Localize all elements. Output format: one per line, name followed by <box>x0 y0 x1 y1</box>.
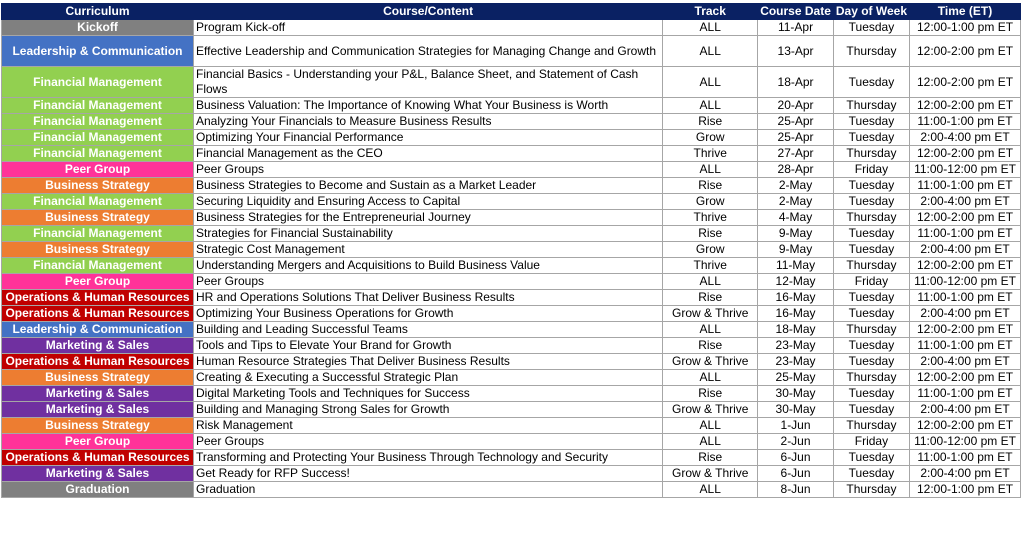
course-cell[interactable]: Building and Managing Strong Sales for Growth <box>193 402 662 418</box>
time-cell[interactable]: 2:00-4:00 pm ET <box>910 306 1021 322</box>
curriculum-cell[interactable]: Business Strategy <box>2 242 194 258</box>
course-cell[interactable]: HR and Operations Solutions That Deliver Business Results <box>193 290 662 306</box>
time-cell[interactable]: 2:00-4:00 pm ET <box>910 194 1021 210</box>
table-row <box>2 322 1021 338</box>
track-cell[interactable]: ALL <box>663 418 758 434</box>
table-row <box>2 354 1021 370</box>
header-curriculum[interactable]: Curriculum <box>2 4 194 20</box>
header-row <box>2 4 1021 20</box>
curriculum-cell[interactable]: Marketing & Sales <box>2 338 194 354</box>
course-date-cell[interactable]: 28-Apr <box>758 162 834 178</box>
course-date-cell[interactable]: 16-May <box>758 306 834 322</box>
course-date-cell[interactable]: 6-Jun <box>758 466 834 482</box>
track-cell[interactable]: ALL <box>663 98 758 114</box>
course-cell[interactable]: Strategies for Financial Sustainability <box>193 226 662 242</box>
time-cell[interactable]: 11:00-12:00 pm ET <box>910 434 1021 450</box>
track-cell[interactable]: Grow <box>663 242 758 258</box>
course-cell[interactable]: Graduation <box>193 482 662 498</box>
track-cell[interactable]: Thrive <box>663 210 758 226</box>
time-cell[interactable]: 12:00-2:00 pm ET <box>910 258 1021 274</box>
time-cell[interactable]: 11:00-1:00 pm ET <box>910 114 1021 130</box>
curriculum-cell[interactable]: Leadership & Communication <box>2 36 194 67</box>
time-cell[interactable]: 12:00-2:00 pm ET <box>910 210 1021 226</box>
course-cell[interactable]: Optimizing Your Business Operations for Growth <box>193 306 662 322</box>
track-cell[interactable]: Grow <box>663 130 758 146</box>
header-track[interactable]: Track <box>663 4 758 20</box>
curriculum-cell[interactable]: Marketing & Sales <box>2 466 194 482</box>
track-cell[interactable]: ALL <box>663 162 758 178</box>
curriculum-cell[interactable]: Financial Management <box>2 258 194 274</box>
day-of-week-cell[interactable]: Thursday <box>833 210 909 226</box>
curriculum-cell[interactable]: Graduation <box>2 482 194 498</box>
track-cell[interactable]: ALL <box>663 67 758 98</box>
day-of-week-cell[interactable]: Thursday <box>833 146 909 162</box>
track-cell[interactable]: Rise <box>663 178 758 194</box>
track-cell[interactable]: Grow & Thrive <box>663 466 758 482</box>
course-date-cell[interactable]: 16-May <box>758 290 834 306</box>
time-cell[interactable]: 2:00-4:00 pm ET <box>910 130 1021 146</box>
time-cell[interactable]: 11:00-12:00 pm ET <box>910 274 1021 290</box>
header-course[interactable]: Course/Content <box>193 4 662 20</box>
time-cell[interactable]: 12:00-2:00 pm ET <box>910 322 1021 338</box>
track-cell[interactable]: ALL <box>663 434 758 450</box>
day-of-week-cell[interactable]: Tuesday <box>833 402 909 418</box>
day-of-week-cell[interactable]: Friday <box>833 434 909 450</box>
track-cell[interactable]: ALL <box>663 370 758 386</box>
time-cell[interactable]: 12:00-2:00 pm ET <box>910 67 1021 98</box>
track-cell[interactable]: Grow <box>663 194 758 210</box>
table-row <box>2 482 1021 498</box>
time-cell[interactable]: 2:00-4:00 pm ET <box>910 242 1021 258</box>
course-date-cell[interactable]: 25-May <box>758 370 834 386</box>
time-cell[interactable]: 12:00-2:00 pm ET <box>910 370 1021 386</box>
course-cell[interactable]: Building and Leading Successful Teams <box>193 322 662 338</box>
track-cell[interactable]: Rise <box>663 338 758 354</box>
time-cell[interactable]: 12:00-1:00 pm ET <box>910 20 1021 36</box>
day-of-week-cell[interactable]: Thursday <box>833 98 909 114</box>
time-cell[interactable]: 11:00-1:00 pm ET <box>910 178 1021 194</box>
time-cell[interactable]: 11:00-1:00 pm ET <box>910 338 1021 354</box>
day-of-week-cell[interactable]: Tuesday <box>833 306 909 322</box>
header-day-of-week[interactable]: Day of Week <box>833 4 909 20</box>
table-row <box>2 67 1021 98</box>
track-cell[interactable]: Thrive <box>663 146 758 162</box>
course-cell[interactable]: Strategic Cost Management <box>193 242 662 258</box>
curriculum-cell[interactable]: Leadership & Communication <box>2 322 194 338</box>
course-date-cell[interactable]: 27-Apr <box>758 146 834 162</box>
course-cell[interactable]: Program Kick-off <box>193 20 662 36</box>
time-cell[interactable]: 2:00-4:00 pm ET <box>910 402 1021 418</box>
table-row <box>2 450 1021 466</box>
curriculum-cell[interactable]: Operations & Human Resources <box>2 450 194 466</box>
course-date-cell[interactable]: 8-Jun <box>758 482 834 498</box>
course-date-cell[interactable]: 11-May <box>758 258 834 274</box>
track-cell[interactable]: Rise <box>663 290 758 306</box>
track-cell[interactable]: Grow & Thrive <box>663 354 758 370</box>
time-cell[interactable]: 12:00-2:00 pm ET <box>910 36 1021 67</box>
curriculum-cell[interactable]: Operations & Human Resources <box>2 306 194 322</box>
track-cell[interactable]: Rise <box>663 226 758 242</box>
table-row <box>2 274 1021 290</box>
day-of-week-cell[interactable]: Thursday <box>833 482 909 498</box>
day-of-week-cell[interactable]: Tuesday <box>833 178 909 194</box>
course-date-cell[interactable]: 12-May <box>758 274 834 290</box>
curriculum-cell[interactable]: Financial Management <box>2 226 194 242</box>
course-cell[interactable]: Financial Basics - Understanding your P&L, Balance Sheet, and Statement of Cash Flows <box>193 67 662 98</box>
course-cell[interactable]: Human Resource Strategies That Deliver Business Results <box>193 354 662 370</box>
time-cell[interactable]: 2:00-4:00 pm ET <box>910 354 1021 370</box>
course-date-cell[interactable]: 20-Apr <box>758 98 834 114</box>
track-cell[interactable]: ALL <box>663 482 758 498</box>
day-of-week-cell[interactable]: Tuesday <box>833 67 909 98</box>
track-cell[interactable]: ALL <box>663 274 758 290</box>
table-row <box>2 338 1021 354</box>
track-cell[interactable]: Rise <box>663 386 758 402</box>
day-of-week-cell[interactable]: Tuesday <box>833 466 909 482</box>
day-of-week-cell[interactable]: Tuesday <box>833 450 909 466</box>
day-of-week-cell[interactable]: Thursday <box>833 322 909 338</box>
table-row <box>2 370 1021 386</box>
course-cell[interactable]: Business Valuation: The Importance of Knowing What Your Business is Worth <box>193 98 662 114</box>
table-row <box>2 290 1021 306</box>
day-of-week-cell[interactable]: Tuesday <box>833 114 909 130</box>
curriculum-cell[interactable]: Business Strategy <box>2 418 194 434</box>
table-row <box>2 20 1021 36</box>
curriculum-cell[interactable]: Financial Management <box>2 98 194 114</box>
table-row <box>2 418 1021 434</box>
curriculum-cell[interactable]: Kickoff <box>2 20 194 36</box>
table-row <box>2 226 1021 242</box>
course-date-cell[interactable]: 2-Jun <box>758 434 834 450</box>
curriculum-cell[interactable]: Peer Group <box>2 434 194 450</box>
day-of-week-cell[interactable]: Tuesday <box>833 226 909 242</box>
course-cell[interactable]: Business Strategies for the Entrepreneurial Journey <box>193 210 662 226</box>
day-of-week-cell[interactable]: Tuesday <box>833 386 909 402</box>
time-cell[interactable]: 11:00-1:00 pm ET <box>910 450 1021 466</box>
day-of-week-cell[interactable]: Tuesday <box>833 194 909 210</box>
course-cell[interactable]: Digital Marketing Tools and Techniques for Success <box>193 386 662 402</box>
table-row <box>2 130 1021 146</box>
time-cell[interactable]: 2:00-4:00 pm ET <box>910 466 1021 482</box>
course-cell[interactable]: Peer Groups <box>193 434 662 450</box>
table-row <box>2 306 1021 322</box>
table-row <box>2 98 1021 114</box>
day-of-week-cell[interactable]: Thursday <box>833 418 909 434</box>
time-cell[interactable]: 12:00-2:00 pm ET <box>910 98 1021 114</box>
time-cell[interactable]: 12:00-2:00 pm ET <box>910 146 1021 162</box>
table-row <box>2 210 1021 226</box>
curriculum-cell[interactable]: Marketing & Sales <box>2 386 194 402</box>
curriculum-cell[interactable]: Financial Management <box>2 130 194 146</box>
course-date-cell[interactable]: 4-May <box>758 210 834 226</box>
course-date-cell[interactable]: 13-Apr <box>758 36 834 67</box>
day-of-week-cell[interactable]: Tuesday <box>833 130 909 146</box>
time-cell[interactable]: 11:00-12:00 pm ET <box>910 162 1021 178</box>
curriculum-cell[interactable]: Financial Management <box>2 194 194 210</box>
course-date-cell[interactable]: 2-May <box>758 178 834 194</box>
curriculum-cell[interactable]: Operations & Human Resources <box>2 290 194 306</box>
course-cell[interactable]: Risk Management <box>193 418 662 434</box>
track-cell[interactable]: Thrive <box>663 258 758 274</box>
course-date-cell[interactable]: 30-May <box>758 386 834 402</box>
track-cell[interactable]: Grow & Thrive <box>663 306 758 322</box>
day-of-week-cell[interactable]: Thursday <box>833 36 909 67</box>
time-cell[interactable]: 11:00-1:00 pm ET <box>910 290 1021 306</box>
course-cell[interactable]: Effective Leadership and Communication Strategies for Managing Change and Growth <box>193 36 662 67</box>
course-cell[interactable]: Understanding Mergers and Acquisitions to Build Business Value <box>193 258 662 274</box>
track-cell[interactable]: ALL <box>663 20 758 36</box>
curriculum-cell[interactable]: Business Strategy <box>2 370 194 386</box>
course-date-cell[interactable]: 23-May <box>758 338 834 354</box>
table-row <box>2 194 1021 210</box>
header-time[interactable]: Time (ET) <box>910 4 1021 20</box>
course-cell[interactable]: Business Strategies to Become and Sustain as a Market Leader <box>193 178 662 194</box>
course-cell[interactable]: Securing Liquidity and Ensuring Access to Capital <box>193 194 662 210</box>
course-cell[interactable]: Peer Groups <box>193 274 662 290</box>
course-date-cell[interactable]: 9-May <box>758 226 834 242</box>
curriculum-cell[interactable]: Financial Management <box>2 67 194 98</box>
course-cell[interactable]: Optimizing Your Financial Performance <box>193 130 662 146</box>
course-cell[interactable]: Transforming and Protecting Your Business Through Technology and Security <box>193 450 662 466</box>
track-cell[interactable]: Rise <box>663 450 758 466</box>
course-date-cell[interactable]: 6-Jun <box>758 450 834 466</box>
curriculum-cell[interactable]: Operations & Human Resources <box>2 354 194 370</box>
day-of-week-cell[interactable]: Tuesday <box>833 338 909 354</box>
curriculum-cell[interactable]: Financial Management <box>2 146 194 162</box>
day-of-week-cell[interactable]: Friday <box>833 162 909 178</box>
curriculum-schedule-table <box>1 3 1021 498</box>
table-row <box>2 402 1021 418</box>
track-cell[interactable]: Rise <box>663 114 758 130</box>
course-cell[interactable]: Peer Groups <box>193 162 662 178</box>
course-date-cell[interactable]: 2-May <box>758 194 834 210</box>
course-date-cell[interactable]: 9-May <box>758 242 834 258</box>
course-date-cell[interactable]: 25-Apr <box>758 114 834 130</box>
day-of-week-cell[interactable]: Friday <box>833 274 909 290</box>
time-cell[interactable]: 12:00-2:00 pm ET <box>910 418 1021 434</box>
day-of-week-cell[interactable]: Thursday <box>833 370 909 386</box>
table-row <box>2 466 1021 482</box>
table-row <box>2 162 1021 178</box>
curriculum-cell[interactable]: Financial Management <box>2 114 194 130</box>
day-of-week-cell[interactable]: Thursday <box>833 258 909 274</box>
table-row <box>2 386 1021 402</box>
curriculum-cell[interactable]: Marketing & Sales <box>2 402 194 418</box>
course-date-cell[interactable]: 18-May <box>758 322 834 338</box>
course-date-cell[interactable]: 25-Apr <box>758 130 834 146</box>
table-row <box>2 242 1021 258</box>
table-row <box>2 178 1021 194</box>
table-row <box>2 434 1021 450</box>
time-cell[interactable]: 11:00-1:00 pm ET <box>910 226 1021 242</box>
course-cell[interactable]: Creating & Executing a Successful Strategic Plan <box>193 370 662 386</box>
course-date-cell[interactable]: 11-Apr <box>758 20 834 36</box>
course-date-cell[interactable]: 1-Jun <box>758 418 834 434</box>
day-of-week-cell[interactable]: Tuesday <box>833 242 909 258</box>
curriculum-cell[interactable]: Peer Group <box>2 274 194 290</box>
curriculum-cell[interactable]: Business Strategy <box>2 210 194 226</box>
course-cell[interactable]: Get Ready for RFP Success! <box>193 466 662 482</box>
day-of-week-cell[interactable]: Tuesday <box>833 290 909 306</box>
course-cell[interactable]: Analyzing Your Financials to Measure Business Results <box>193 114 662 130</box>
course-cell[interactable]: Financial Management as the CEO <box>193 146 662 162</box>
course-date-cell[interactable]: 30-May <box>758 402 834 418</box>
header-course-date[interactable]: Course Date <box>758 4 834 20</box>
table-row <box>2 146 1021 162</box>
course-date-cell[interactable]: 18-Apr <box>758 67 834 98</box>
course-date-cell[interactable]: 23-May <box>758 354 834 370</box>
table-row <box>2 114 1021 130</box>
time-cell[interactable]: 11:00-1:00 pm ET <box>910 386 1021 402</box>
table-row <box>2 258 1021 274</box>
day-of-week-cell[interactable]: Tuesday <box>833 20 909 36</box>
course-cell[interactable]: Tools and Tips to Elevate Your Brand for Growth <box>193 338 662 354</box>
day-of-week-cell[interactable]: Tuesday <box>833 354 909 370</box>
curriculum-cell[interactable]: Peer Group <box>2 162 194 178</box>
table-row <box>2 36 1021 67</box>
time-cell[interactable]: 12:00-1:00 pm ET <box>910 482 1021 498</box>
curriculum-cell[interactable]: Business Strategy <box>2 178 194 194</box>
track-cell[interactable]: Grow & Thrive <box>663 402 758 418</box>
track-cell[interactable]: ALL <box>663 322 758 338</box>
track-cell[interactable]: ALL <box>663 36 758 67</box>
